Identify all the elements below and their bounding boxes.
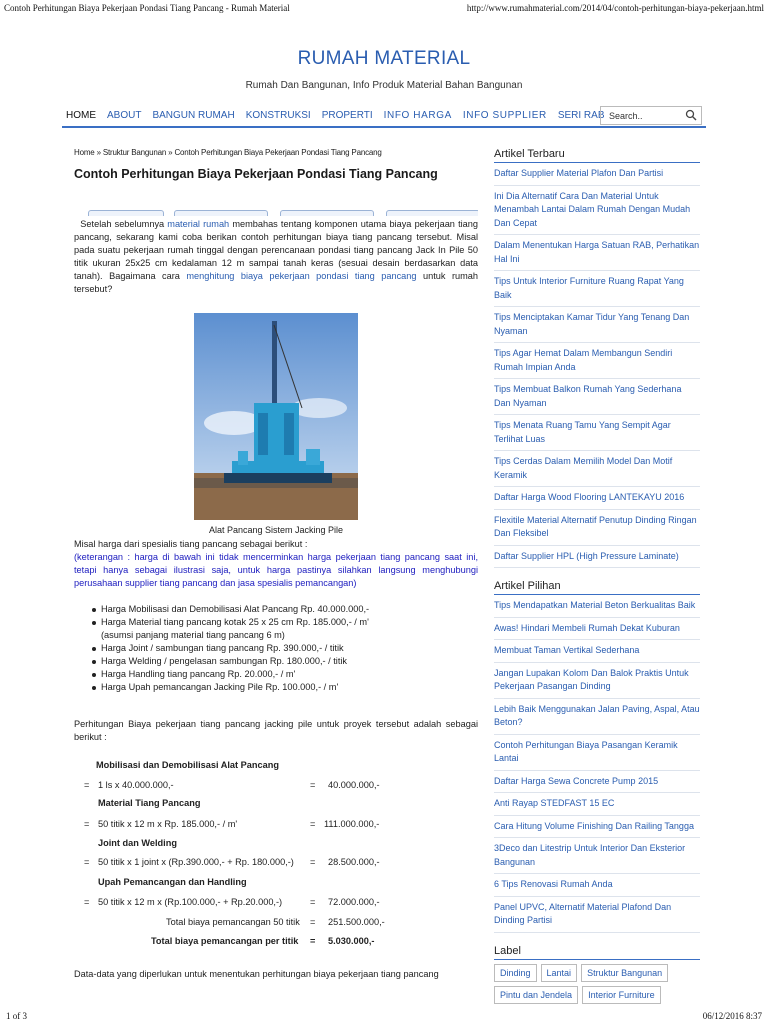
calc-row-upah: = 50 titik x 12 m x (Rp.100.000,- + Rp.20.000,-) = 72.000.000,- — [84, 897, 380, 907]
label-interior-furniture[interactable]: Interior Furniture — [582, 986, 661, 1004]
recent-posts-list — [494, 163, 700, 568]
list-item: Harga Handling tiang pancang Rp. 20.000,- / m' — [92, 668, 478, 681]
recent-post-link[interactable]: Tips Untuk Interior Furniture Ruang Rapat Yang Baik — [494, 271, 700, 307]
featured-posts-list — [494, 595, 700, 933]
intro-paragraph — [74, 218, 478, 296]
recent-post-link[interactable]: Flexitile Material Alternatif Penutup Dinding Ringan Dan Fleksibel — [494, 510, 700, 546]
calc-row-per-titik: Total biaya pemancangan per titik = 5.030.000,- — [151, 936, 375, 946]
featured-post-link[interactable]: Membuat Taman Vertikal Sederhana — [494, 640, 700, 663]
featured-post-link[interactable]: Contoh Perhitungan Biaya Pasangan Keramik Lantai — [494, 735, 700, 771]
price-intro — [74, 538, 478, 590]
calc-row-total: Total biaya pemancangan 50 titik = 251.500.000,- — [166, 917, 385, 927]
calc-heading-upah: Upah Pemancangan dan Handling — [98, 877, 247, 887]
share-button-1[interactable] — [88, 210, 164, 216]
nav-about[interactable]: ABOUT — [107, 109, 142, 121]
nav-info-harga[interactable]: INFO HARGA — [383, 109, 452, 121]
recent-post-link[interactable]: Daftar Supplier Material Plafon Dan Partisi — [494, 163, 700, 186]
label-pintu-dan-jendela[interactable]: Pintu dan Jendela — [494, 986, 578, 1004]
label-cloud — [494, 964, 700, 1004]
share-button-2[interactable] — [174, 210, 268, 216]
featured-post-link[interactable]: Cara Hitung Volume Finishing Dan Railing Tangga — [494, 816, 700, 839]
link-menghitung-biaya[interactable]: menghitung biaya pekerjaan pondasi tiang pancang — [186, 271, 417, 281]
post-content — [74, 148, 478, 979]
recent-post-link[interactable]: Daftar Harga Wood Flooring LANTEKAYU 2016 — [494, 487, 700, 510]
link-material-rumah[interactable]: material rumah — [167, 219, 230, 229]
breadcrumb[interactable]: Home » Struktur Bangunan » Contoh Perhitungan Biaya Pekerjaan Pondasi Tiang Pancang — [74, 148, 382, 157]
featured-post-link[interactable]: 6 Tips Renovasi Rumah Anda — [494, 874, 700, 897]
recent-post-link[interactable]: Tips Membuat Balkon Rumah Yang Sederhana Dan Nyaman — [494, 379, 700, 415]
search-input[interactable] — [600, 106, 702, 125]
list-item: Harga Mobilisasi dan Demobilisasi Alat Pancang Rp. 40.000.000,- — [92, 603, 478, 616]
print-footer — [0, 1008, 768, 1024]
featured-post-link[interactable]: Lebih Baik Menggunakan Jalan Paving, Aspal, Atau Beton? — [494, 699, 700, 735]
nav-info-supplier[interactable]: INFO SUPPLIER — [462, 109, 547, 121]
list-item: Harga Upah pemancangan Jacking Pile Rp. 100.000,- / m' — [92, 681, 478, 694]
calc-heading-joint: Joint dan Welding — [98, 838, 177, 848]
recent-post-link[interactable]: Tips Menciptakan Kamar Tidur Yang Tenang Dan Nyaman — [494, 307, 700, 343]
sidebar — [494, 148, 700, 1004]
site-title[interactable]: RUMAH MATERIAL — [297, 48, 471, 69]
calc-row-mobilisasi: = 1 ls x 40.000.000,- = 40.000.000,- — [84, 780, 380, 790]
nav-properti[interactable]: PROPERTI — [321, 109, 373, 121]
widget-title-label: Label — [494, 945, 700, 960]
recent-post-link[interactable]: Dalam Menentukan Harga Satuan RAB, Perhatikan Hal Ini — [494, 235, 700, 271]
bottom-paragraph: Data-data yang diperlukan untuk menentukan perhitungan biaya pekerjaan tiang pancang — [74, 969, 439, 979]
share-buttons — [88, 210, 478, 216]
list-item: Harga Material tiang pancang kotak 25 x 25 cm Rp. 185.000,- / m' — [92, 616, 478, 629]
intro-text-a: Setelah sebelumnya — [80, 219, 168, 229]
nav-home[interactable]: HOME — [66, 109, 96, 121]
price-intro-text: Misal harga dari spesialis tiang pancang sebagai berikut : — [74, 539, 308, 549]
photo-caption: Alat Pancang Sistem Jacking Pile — [208, 525, 344, 535]
print-header — [0, 0, 768, 14]
featured-post-link[interactable]: Jangan Lupakan Kolom Dan Balok Praktis Untuk Pekerjaan Pasangan Dinding — [494, 663, 700, 699]
main-nav — [62, 104, 706, 128]
share-button-4[interactable] — [386, 210, 478, 216]
intro-text-b: membahas tentang komponen utama biaya pekerjaan tiang pancang, sekarang kami coba berikan contoh perhitungan biaya tiang pancang tersebut. Misal pada suatu pekerjaan rumah tinggal dengan perencanaan pondasi tiang pancang Jack In Pile 50 titik ukuran 25x25 cm kedalaman 12 m sampai tanah keras (sesuai desain berdasarkan data tanah). Bagaimana cara — [74, 219, 478, 281]
print-page-number: 1 of 3 — [6, 1011, 27, 1021]
label-dinding[interactable]: Dinding — [494, 964, 537, 982]
price-note: (keterangan : harga di bawah ini tidak mencerminkan harga pekerjaan tiang pancang saat ini, tetapi hanya sebagai ilustrasi saja, untuk harga pastinya silahkan langsung menghubungi perusahaan supplier tiang pancang dan jasa spesialis pemancangan) — [74, 552, 478, 588]
featured-post-link[interactable]: Awas! Hindari Membeli Rumah Dekat Kuburan — [494, 618, 700, 641]
label-struktur-bangunan[interactable]: Struktur Bangunan — [581, 964, 668, 982]
featured-post-link[interactable]: Panel UPVC, Alternatif Material Plafond Dan Dinding Partisi — [494, 897, 700, 933]
widget-title-terbaru: Artikel Terbaru — [494, 148, 700, 163]
share-button-3[interactable] — [280, 210, 374, 216]
featured-post-link[interactable]: 3Deco dan Litestrip Untuk Interior Dan Eksterior Bangunan — [494, 838, 700, 874]
widget-title-pilihan: Artikel Pilihan — [494, 580, 700, 595]
featured-post-link[interactable]: Tips Mendapatkan Material Beton Berkualitas Baik — [494, 595, 700, 618]
search-placeholder: Search.. — [609, 110, 643, 121]
recent-post-link[interactable]: Daftar Supplier HPL (High Pressure Laminate) — [494, 546, 700, 569]
site-description: Rumah Dan Bangunan, Info Produk Material Bahan Bangunan — [245, 80, 523, 91]
featured-post-link[interactable]: Anti Rayap STEDFAST 15 EC — [494, 793, 700, 816]
list-item: Harga Welding / pengelasan sambungan Rp. 180.000,- / titik — [92, 655, 478, 668]
calc-heading-mobilisasi: Mobilisasi dan Demobilisasi Alat Pancang — [96, 760, 279, 770]
search-icon[interactable] — [685, 109, 697, 121]
recent-post-link[interactable]: Ini Dia Alternatif Cara Dan Material Untuk Menambah Lantai Dalam Rumah Dengan Mudah Dan Cepat — [494, 186, 700, 236]
calc-heading-material: Material Tiang Pancang — [98, 798, 201, 808]
nav-seri-rab[interactable]: SERI RAB — [557, 109, 605, 121]
calc-row-material: = 50 titik x 12 m x Rp. 185.000,- / m' = 111.000.000,- — [84, 819, 380, 829]
label-lantai[interactable]: Lantai — [541, 964, 578, 982]
calc-intro: Perhitungan Biaya pekerjaan tiang pancang jacking pile untuk proyek tersebut adalah sebagai berikut : — [74, 719, 478, 742]
price-list — [92, 603, 478, 694]
recent-post-link[interactable]: Tips Agar Hemat Dalam Membangun Sendiri Rumah Impian Anda — [494, 343, 700, 379]
recent-post-link[interactable]: Tips Menata Ruang Tamu Yang Sempit Agar Terlihat Luas — [494, 415, 700, 451]
print-title: Contoh Perhitungan Biaya Pekerjaan Pondasi Tiang Pancang - Rumah Material — [4, 3, 290, 13]
jacking-pile-photo — [194, 313, 358, 520]
nav-konstruksi[interactable]: KONSTRUKSI — [245, 109, 311, 121]
featured-post-link[interactable]: Daftar Harga Sewa Concrete Pump 2015 — [494, 771, 700, 794]
post-title: Contoh Perhitungan Biaya Pekerjaan Pondasi Tiang Pancang — [74, 167, 438, 181]
intro-text-c: untuk rumah tersebut? — [74, 271, 478, 294]
list-item: (asumsi panjang material tiang pancang 6 m) — [101, 630, 285, 640]
recent-post-link[interactable]: Tips Cerdas Dalam Memilih Model Dan Motif Keramik — [494, 451, 700, 487]
print-datetime: 06/12/2016 8:37 — [702, 1011, 762, 1021]
list-item: Harga Joint / sambungan tiang pancang Rp. 390.000,- / titik — [92, 642, 478, 655]
nav-bangun-rumah[interactable]: BANGUN RUMAH — [152, 109, 235, 121]
calc-row-joint: = 50 titik x 1 joint x (Rp.390.000,- + Rp. 180.000,-) = 28.500.000,- — [84, 857, 380, 867]
print-url: http://www.rumahmaterial.com/2014/04/contoh-perhitungan-biaya-pekerjaan.html — [466, 3, 764, 13]
